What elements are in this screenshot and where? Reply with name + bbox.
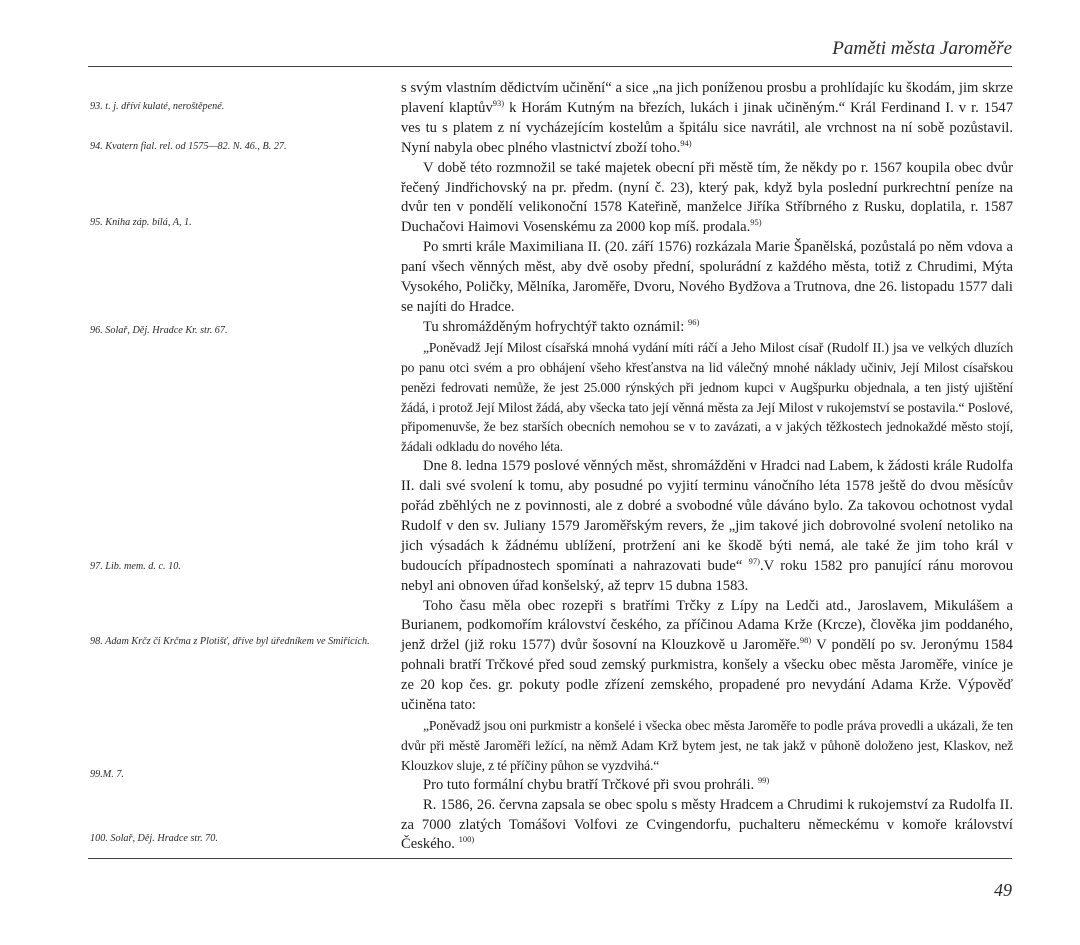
header-rule [88, 66, 1012, 67]
footer-rule [88, 858, 1012, 859]
paragraph: Toho času měla obec rozepři s bratřími Trčky z Lípy na Ledči atd., Jaroslavem, Mikulášem a Burianem, podkomořím království českého, za příčinou Adama Krže (Krcze), člověka jim poddaného, jenž držel (již roku 1577) dvůr šosovní na Klouzkově u Jaroměře.$^{98)}$ V pondělí po sv. Jeronýmu 1584 pohnali bratří Trčkové před soud zemský purkmistra, konšely a všecku obec města Jaroměře, viníce je ze 20 kop čes. gr. pokuty podle zřízení zemského, propadené pro nevydání Adama Krže. Výpověď učiněna tato: [401, 597, 1013, 714]
footnote-ref: 95) [750, 217, 762, 228]
running-header-title: Paměti města Jaroměře [832, 38, 1012, 59]
footnote-ref: 99) [757, 774, 770, 785]
quoted-paragraph: „Poněvadž Její Milost císařská mnohá vydání míti ráčí a Jeho Milost císař (Rudolf II.) jsa ve velkých dluzích po panu otci svém a pro obhájení všeho křesťanstva na lid válečný mnohé náklady učiniv, Její Milost císařskou penězi fedrovati nemůže, že jest 25.000 rýnských při jednom kupci v Augšpurku objednala, a ten jistý ujištění žádá, i protož Její Milost žádá, aby všecka tato její věnná města za Její Milost v rukojemství se postavila.“ Poslové, připomenuvše, že bez starších obecních nemohou se v to zavázati, a v jakých těžkostech jednokaždé město stojí, žádali odkladu do nového léta. [401, 339, 1013, 455]
footnote-ref: 98) [799, 635, 812, 646]
footnote-ref: 93) [492, 97, 505, 108]
paragraph: R. 1586, 26. června zapsala se obec spolu s městy Hradcem a Chrudimi k rukojemství za Rudolfa II. za 7000 zlatých Tomášovi Volfovi ze Cvingendorfu, puchalteru německému v komoře království Českého. $^{100)}$ [401, 796, 1013, 853]
paragraph: Pro tuto formální chybu bratří Trčkové při svou prohráli. $^{99)}$ [423, 774, 770, 793]
footnote-ref: 94) [680, 137, 692, 148]
footnote-99: 99.M. 7. [90, 769, 124, 780]
main-text-column [401, 79, 1013, 855]
footnote-ref: 97) [748, 555, 760, 566]
quoted-paragraph: „Poněvadž jsou oni purkmistr a konšelé i všecka obec města Jaroměře to podle práva provedli a ukázali, že ten dvůr při městě Jaroměři ležící, na němž Adam Krž bytem jest, ne tak jakž v půhoně doloženo jest, Klaskov, než Klouzkov sluje, z té příčiny půhon se vyzdvihá.“ [401, 718, 1013, 773]
paragraph: V době této rozmnožil se také majetek obecní při městě tím, že někdy po r. 1567 koupila obec dvůr řečený Jindřichovský na pr. předm. (nyní č. 23), který pak, když byla poslední purkrechtní peníze na dvůr ten v pondělí velikonoční 1578 Kateřině, manželce Jiříka Stříbrného z Rusku, doplatila, r. 1587 Duchačovi Haimovi Vosenskému za 2000 kop míš. prodala.$^{95)}$ [401, 159, 1013, 236]
footnote-96: 96. Solař, Děj. Hradce Kr. str. 67. [90, 325, 228, 336]
footnote-97: 97. Lib. mem. d. c. 10. [90, 561, 181, 572]
paragraph: Tu shromážděným hofrychtýř takto oznámil: $^{96)}$ [423, 316, 700, 335]
footnote-93: 93. t. j. dříví kulaté, neroštěpené. [90, 101, 225, 112]
footnote-ref: 96) [687, 316, 700, 327]
page-number: 49 [994, 880, 1012, 900]
footnote-ref: 100) [458, 834, 475, 845]
footnote-95: 95. Kniha záp. bílá, A, 1. [90, 217, 192, 228]
paragraph: Dne 8. ledna 1579 poslové věnných měst, shromážděni v Hradci nad Labem, k žádosti krále Rudolfa II. dali své svolení k tomu, aby posudné po vyjití terminu vánočního léta 1578 ještě do dvou měsícův pořád zběhlých ne z povinnosti, ale z dobré a svobodné vůle dáváno bylo. Za takovou ochotnost vydal Rudolf v den sv. Juliany 1579 Jaroměřským revers, že „jim takové jich dobrovolné svolení netoliko na jich výsadách k žádnému ublížení, protržení ani ke škodě býti nemá, ale také že jim toho král v budoucích případnostech spomínati a nahrazovati bude“ $^{97)}$.V roku 1582 pro panující ránu morovou nebyl ani obnoven úřad konšelský, až teprv 15 dubna 1583. [401, 458, 1013, 594]
footnote-94: 94. Kvatern fial. rel. od 1575—82. N. 46., B. 27. [90, 141, 287, 152]
paragraph: s svým vlastním dědictvím učinění“ a sice „na jich poníženou prosbu a prohlídajíc ku škodám, jim skrze plavení klaptův$^{93)}$ k Horám Kutným na březích, lukách i jinak učiněným.“ Král Ferdinand I. v r. 1547 ves tu s platem z ní vycházejícím kostelům a špitálu sice navrátil, ale vrchnost na ní sobě pozůstavil. Nyní nabyla obec plného vlastnictví zboží toho.$^{94)}$ [401, 80, 1013, 156]
footnote-100: 100. Solař, Děj. Hradce str. 70. [90, 833, 218, 844]
footnote-98: 98. Adam Krčz či Krčma z Plotišť, dříve byl úředníkem ve Smiřicích. [90, 636, 370, 647]
paragraph: Po smrti krále Maximiliana II. (20. září 1576) rozkázala Marie Španělská, pozůstalá po něm vdova a paní všech věnných měst, aby dvě osoby přední, spolurádní z každého města, totiž z Chrudimi, Mýta Vysokého, Poličky, Mělníka, Jaroměře, Dvoru, Nového Bydžova a Trutnova, dne 26. listopadu 1577 dali se najíti do Hradce. [401, 239, 1013, 315]
